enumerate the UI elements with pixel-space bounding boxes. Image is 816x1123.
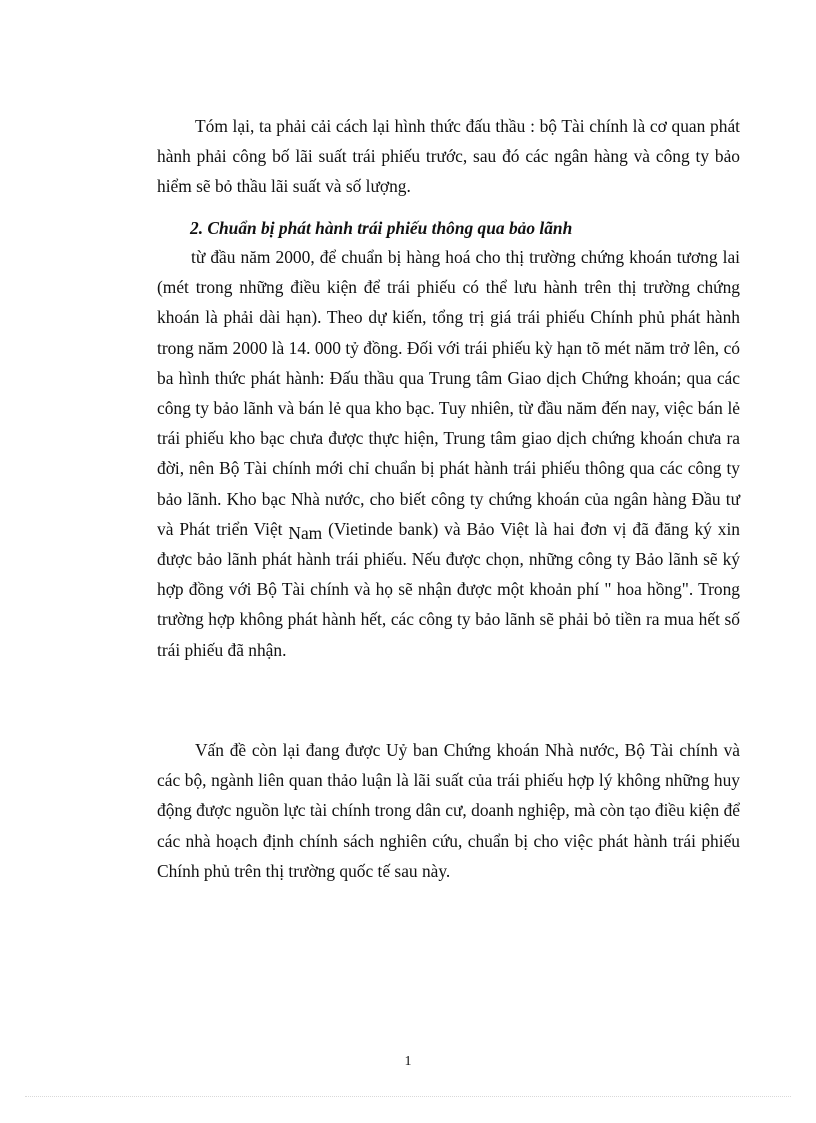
paragraph-2-nam: Nam: [288, 522, 323, 543]
paragraph-remaining-issue: [157, 735, 740, 886]
paragraph-2-part-1: từ đầu năm 2000, để chuẩn bị hàng hoá cho thị trường chứng khoán tương lai (mét trong những điều kiện để trái phiếu có thể lưu hành trên thị trường chứng khoán là phải dài hạn). Theo dự kiến, tổng trị giá trái phiếu Chính phủ phát hành trong năm 2000 là 14. 000 tỷ đồng. Đối với trái phiếu kỳ hạn tõ mét năm trở lên, có ba hình thức phát hành: Đấu thầu qua Trung tâm Giao dịch Chứng khoán; qua các công ty bảo lãnh và bán lẻ qua kho bạc. Tuy nhiên, từ đầu năm đến nay, việc bán lẻ trái phiếu kho bạc chưa được thực hiện, Trung tâm giao dịch chứng khoán chưa ra đời, nên Bộ Tài chính mới chỉ chuẩn bị phát hành trái phiếu thông qua các công ty bảo lãnh. Kho bạc Nhà nước, cho biết công ty chứng khoán của ngân hàng Đầu tư và Phát triển Việt: [157, 247, 740, 539]
paragraph-1-text: Tóm lại, ta phải cải cách lại hình thức đấu thầu : bộ Tài chính là cơ quan phát hành phải công bố lãi suất trái phiếu trước, sau đó các ngân hàng và công ty bảo hiểm sẽ bỏ thầu lãi suất và số lượng.: [157, 116, 740, 197]
paragraph-2-part-2: (Vietinde bank) và Bảo Việt là hai đơn vị đã đăng ký xin được bảo lãnh phát hành trái phiếu. Nếu được chọn, những công ty Bảo lãnh sẽ ký hợp đồng với Bộ Tài chính và họ sẽ nhận được một khoản phí " hoa hồng". Trong trường hợp không phát hành hết, các công ty bảo lãnh sẽ phải bỏ tiền ra mua hết số trái phiếu đã nhận.: [157, 518, 740, 660]
page-number: 1: [404, 1054, 412, 1069]
section-heading: 2. Chuẩn bị phát hành trái phiếu thông qua bảo lãnh: [190, 218, 573, 238]
paragraph-2-text: [157, 242, 740, 665]
paragraph-3-text: Vấn đề còn lại đang được Uỷ ban Chứng khoán Nhà nước, Bộ Tài chính và các bộ, ngành liên quan thảo luận là lãi suất của trái phiếu hợp lý không những huy động được nguồn lực tài chính trong dân cư, doanh nghiệp, mà còn tạo điều kiện để các nhà hoạch định chính sách nghiên cứu, chuẩn bị cho việc phát hành trái phiếu Chính phủ trên thị trường quốc tế sau này.: [157, 740, 740, 881]
paragraph-summary: [157, 111, 740, 202]
paragraph-bond-issuance: [157, 242, 740, 665]
footer-divider: [25, 1096, 791, 1097]
